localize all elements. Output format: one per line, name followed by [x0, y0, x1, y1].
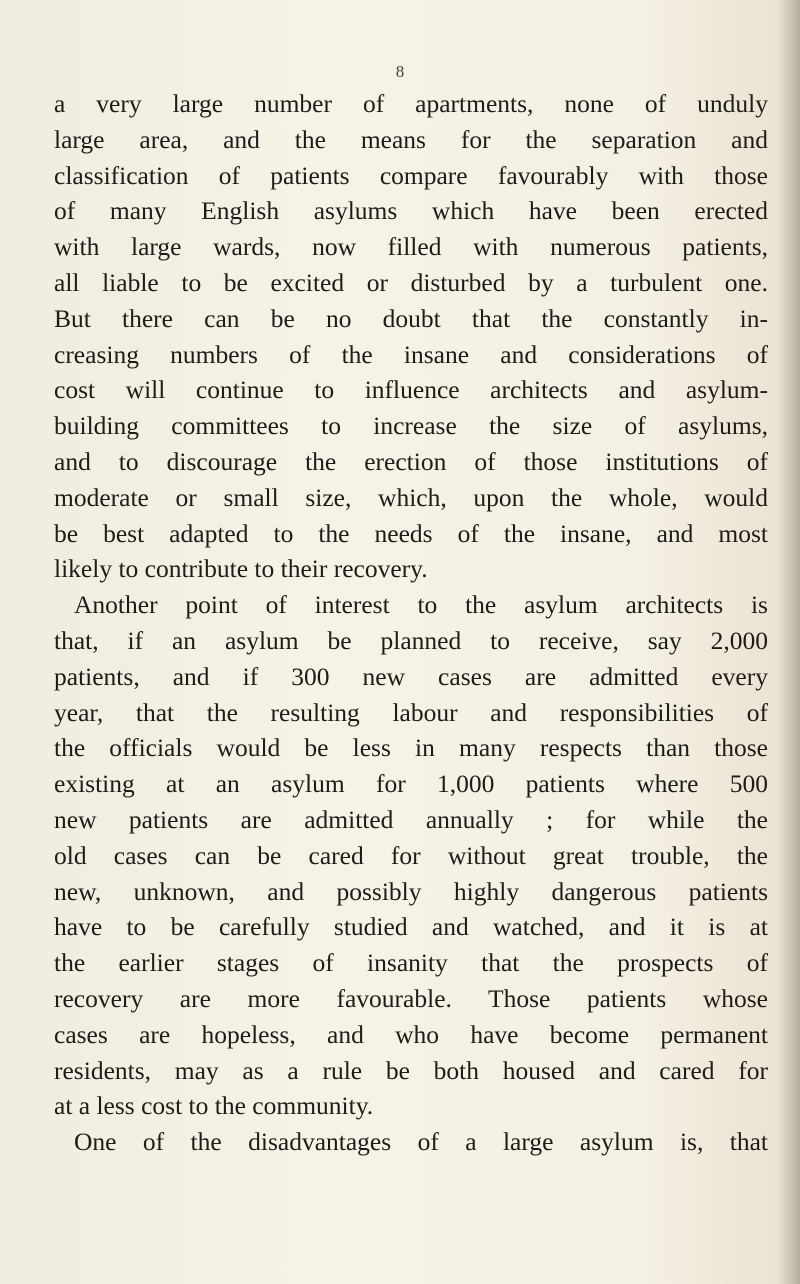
text-line: the officials would be less in many respects than those — [54, 733, 768, 763]
text-line: creasing numbers of the insane and considerations of — [54, 339, 768, 369]
text-line: classification of patients compare favourably with those — [54, 160, 768, 190]
text-line: new patients are admitted annually ; for while the — [54, 804, 768, 834]
text-line: One of the disadvantages of a large asylum is, that — [74, 1127, 768, 1157]
text-line: recovery are more favourable. Those patients whose — [54, 983, 768, 1013]
text-line: likely to contribute to their recovery. — [54, 554, 428, 584]
text-line: moderate or small size, which, upon the whole, would — [54, 482, 768, 512]
text-line: and to discourage the erection of those institutions of — [54, 446, 768, 476]
text-line: all liable to be excited or disturbed by a turbulent one. — [54, 267, 768, 297]
text-line: that, if an asylum be planned to receive, say 2,000 — [54, 625, 768, 655]
body-text — [54, 86, 768, 1160]
text-line: Another point of interest to the asylum architects is — [74, 590, 768, 620]
text-line: old cases can be cared for without great trouble, the — [54, 840, 768, 870]
text-line: cases are hopeless, and who have become permanent — [54, 1019, 768, 1049]
page-edge-shadow — [778, 0, 800, 1284]
text-line: the earlier stages of insanity that the prospects of — [54, 948, 768, 978]
text-line: building committees to increase the size of asylums, — [54, 411, 768, 441]
text-line: existing at an asylum for 1,000 patients where 500 — [54, 769, 768, 799]
text-line: residents, may as a rule be both housed and cared for — [54, 1055, 768, 1085]
text-line: new, unknown, and possibly highly dangerous patients — [54, 876, 768, 906]
text-line: of many English asylums which have been erected — [54, 196, 768, 226]
text-line: patients, and if 300 new cases are admitted every — [54, 661, 768, 691]
text-line: large area, and the means for the separation and — [54, 124, 768, 154]
page-number: 8 — [395, 62, 405, 81]
text-line: But there can be no doubt that the constantly in- — [54, 303, 768, 333]
text-line: have to be carefully studied and watched, and it is at — [54, 912, 768, 942]
text-line: cost will continue to influence architects and asylum- — [54, 375, 768, 405]
text-line: be best adapted to the needs of the insane, and most — [54, 518, 768, 548]
text-line: year, that the resulting labour and responsibilities of — [54, 697, 768, 727]
text-line: at a less cost to the community. — [54, 1091, 374, 1121]
text-line: a very large number of apartments, none of unduly — [54, 89, 768, 118]
text-line: with large wards, now filled with numerous patients, — [54, 232, 768, 262]
